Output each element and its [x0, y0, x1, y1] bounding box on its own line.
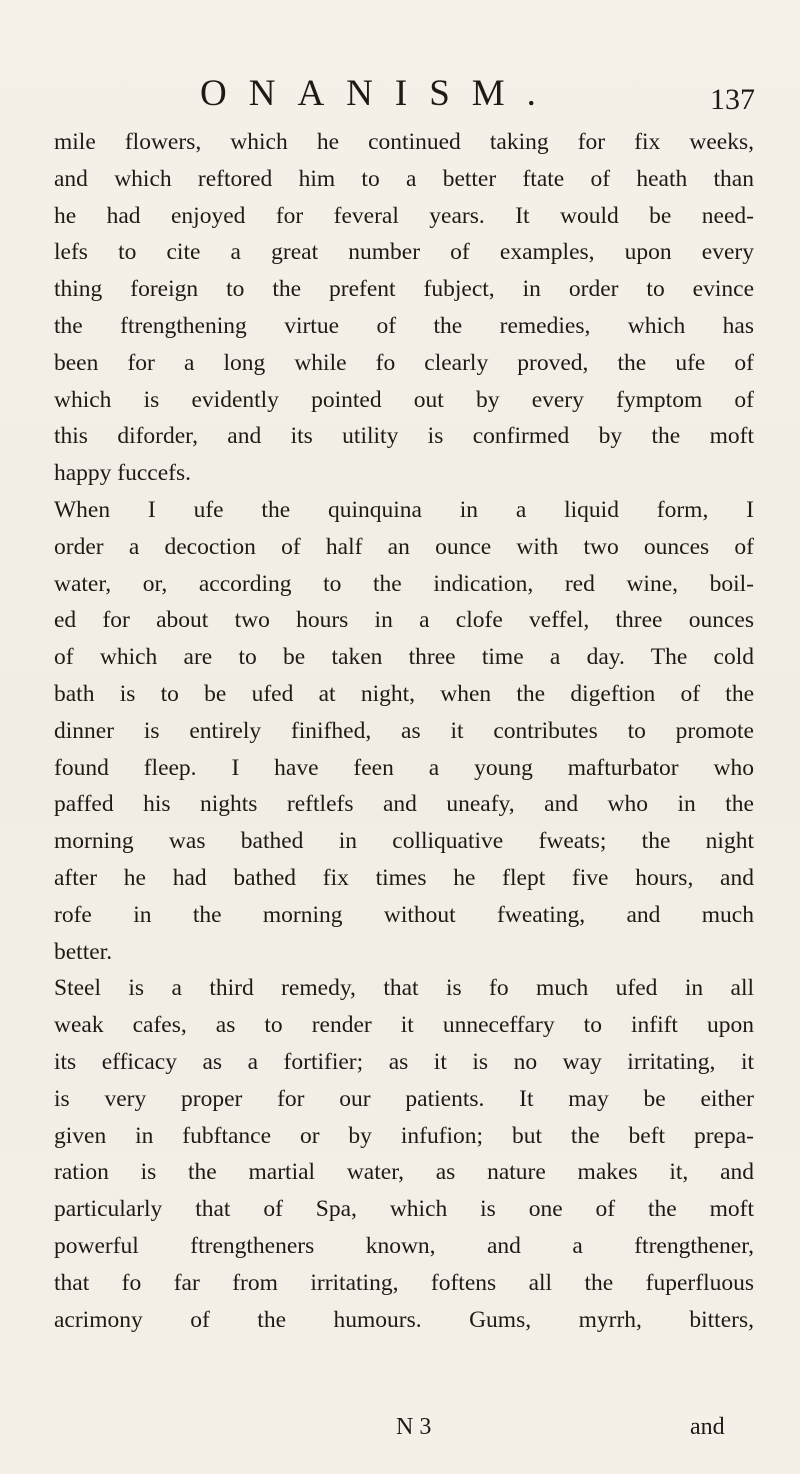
text-line: which is evidently pointed out by every fymptom of — [54, 386, 754, 413]
text-line: ration is the martial water, as nature makes it, and — [54, 1159, 754, 1186]
text-line: water, or, according to the indication, red wine, boil- — [54, 570, 754, 597]
text-line: particularly that of Spa, which is one of the moft — [54, 1196, 754, 1223]
text-line: lefs to cite a great number of examples, upon every — [54, 239, 754, 266]
text-line: this diforder, and its utility is confirmed by the moft — [54, 423, 754, 450]
text-line: he had enjoyed for feveral years. It would be need- — [54, 202, 754, 229]
text-line: and which reftored him to a better ftate of heath than — [54, 165, 754, 192]
text-line: morning was bathed in colliquative fweats; the night — [54, 828, 754, 855]
text-line: powerful ftrengtheners known, and a ftrengthener, — [54, 1232, 754, 1259]
page-footer — [0, 1410, 800, 1444]
text-line: that fo far from irritating, foftens all the fuperfluous — [54, 1269, 754, 1296]
text-line: weak cafes, as to render it unneceffary to infift upon — [54, 1012, 754, 1039]
signature-mark: N 3 — [396, 1414, 432, 1440]
text-line: the ftrengthening virtue of the remedies, which has — [54, 312, 754, 339]
text-line: paffed his nights reftlefs and uneafy, and who in the — [54, 791, 754, 818]
text-line: dinner is entirely finifhed, as it contributes to promote — [54, 717, 754, 744]
text-line: is very proper for our patients. It may be either — [54, 1085, 754, 1112]
running-title: ONANISM. — [200, 73, 558, 114]
text-line: rofe in the morning without fweating, and much — [54, 901, 754, 928]
page-header — [0, 74, 800, 114]
text-line: order a decoction of half an ounce with two ounces of — [54, 533, 754, 560]
text-line: ed for about two hours in a clofe veffel, three ounces — [54, 607, 754, 634]
text-line: thing foreign to the prefent fubject, in order to evince — [54, 276, 754, 303]
page-number: 137 — [710, 83, 755, 116]
text-line: after he had bathed fix times he flept five hours, and — [54, 864, 754, 891]
text-line: found fleep. I have feen a young mafturbator who — [54, 754, 754, 781]
text-line: happy fuccefs. — [54, 460, 192, 487]
text-line: given in fubftance or by infufion; but the beft prepa- — [54, 1122, 754, 1149]
catchword: and — [690, 1414, 725, 1440]
text-line: mile flowers, which he continued taking for fix weeks, — [54, 129, 754, 155]
text-line: When I ufe the quinquina in a liquid form, I — [54, 496, 754, 523]
text-line: Steel is a third remedy, that is fo much ufed in all — [54, 975, 754, 1002]
text-line: been for a long while fo clearly proved, the ufe of — [54, 349, 754, 376]
text-line: better. — [54, 938, 113, 965]
text-line: of which are to be taken three time a day. The cold — [54, 644, 754, 671]
text-line: acrimony of the humours. Gums, myrrh, bitters, — [54, 1306, 754, 1333]
text-line: its efficacy as a fortifier; as it is no way irritating, it — [54, 1048, 754, 1075]
text-line: bath is to be ufed at night, when the digeftion of the — [54, 680, 754, 707]
body-text — [54, 124, 754, 1338]
